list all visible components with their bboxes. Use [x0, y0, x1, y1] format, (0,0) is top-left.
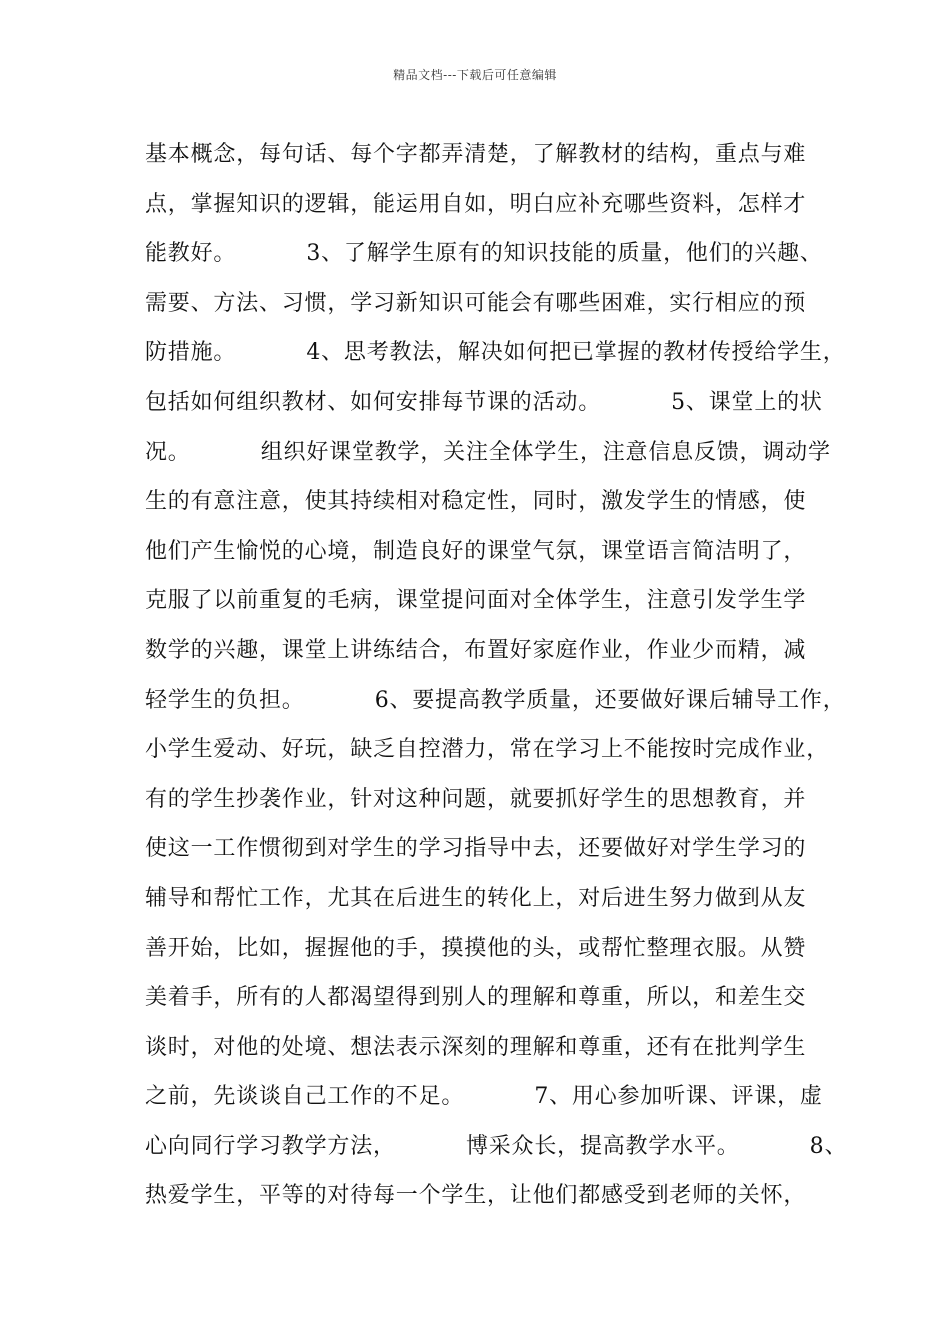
text-line: 轻学生的负担。 6、要提高教学质量，还要做好课后辅导工作， [145, 687, 846, 713]
text-line: 克服了以前重复的毛病，课堂提问面对全体学生，注意引发学生学 [145, 588, 807, 614]
text-line: 包括如何组织教材、如何安排每节课的活动。 5、课堂上的状 [145, 389, 823, 415]
text-line: 善开始，比如，握握他的手，摸摸他的头，或帮忙整理衣服。从赞 [145, 935, 807, 961]
text-line: 热爱学生，平等的对待每一个学生，让他们都感受到老师的关怀， [145, 1183, 807, 1209]
text-line: 之前，先谈谈自己工作的不足。 7、用心参加听课、评课，虚 [145, 1084, 823, 1110]
text-line: 基本概念，每句话、每个字都弄清楚，了解教材的结构，重点与难 [145, 142, 807, 167]
text-line: 防措施。 4、思考教法，解决如何把已掌握的教材传授给学生， [145, 340, 846, 366]
text-line: 能教好。 3、了解学生原有的知识技能的质量，他们的兴趣、 [145, 241, 823, 267]
text-line: 数学的兴趣，课堂上讲练结合，布置好家庭作业，作业少而精，减 [145, 637, 807, 663]
text-line: 生的有意注意，使其持续相对稳定性，同时，激发学生的情感，使 [145, 489, 807, 515]
page-header: 精品文档---下载后可任意编辑 [393, 68, 557, 82]
text-line: 谈时，对他的处境、想法表示深刻的理解和尊重，还有在批判学生 [145, 1034, 807, 1060]
text-line: 美着手，所有的人都渴望得到别人的理解和尊重，所以，和差生交 [145, 985, 807, 1011]
body-text [145, 130, 848, 1221]
text-line: 辅导和帮忙工作，尤其在后进生的转化上，对后进生努力做到从友 [145, 885, 807, 911]
text-line: 况。 组织好课堂教学，关注全体学生，注意信息反馈，调动学 [145, 439, 831, 465]
text-line: 小学生爱动、好玩，缺乏自控潜力，常在学习上不能按时完成作业， [145, 737, 830, 763]
text-line: 点，掌握知识的逻辑，能运用自如，明白应补充哪些资料，怎样才 [145, 191, 807, 217]
text-line: 需要、方法、习惯，学习新知识可能会有哪些困难，实行相应的预 [145, 290, 807, 316]
text-line: 他们产生愉悦的心境，制造良好的课堂气氛，课堂语言简洁明了， [145, 538, 807, 564]
text-line: 有的学生抄袭作业，针对这种问题，就要抓好学生的思想教育，并 [145, 786, 807, 812]
text-line: 心向同行学习教学方法， 博采众长，提高教学水平。 8、 [145, 1133, 848, 1159]
text-line: 使这一工作惯彻到对学生的学习指导中去，还要做好对学生学习的 [145, 836, 807, 862]
